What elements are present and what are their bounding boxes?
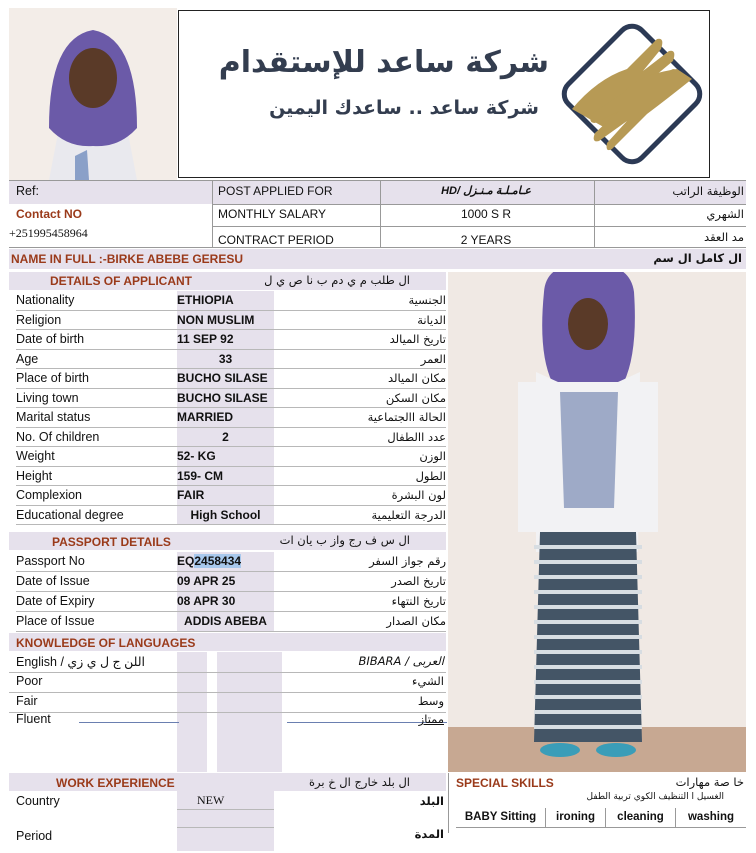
applicant-row-value: MARRIED: [177, 408, 274, 428]
applicant-row-label: Marital status: [16, 408, 177, 428]
applicant-row-ar: الجنسية: [274, 291, 446, 311]
applicant-photo-full: [448, 272, 746, 772]
contract-label: CONTRACT PERIOD: [218, 233, 334, 247]
skill-washing: washing: [676, 808, 746, 828]
languages-section-title: KNOWLEDGE OF LANGUAGES: [16, 636, 196, 650]
applicant-row-label: Date of birth: [16, 330, 177, 350]
company-slogan: شركة ساعد .. ساعدك اليمين: [269, 97, 539, 119]
post-ar: الوظيفة الراتب: [672, 184, 744, 198]
fluent-ar: ممتاز: [418, 712, 444, 726]
applicant-row-label: Educational degree: [16, 506, 177, 526]
post-value: HD/ عـامـلـة مـنـزل: [441, 185, 531, 197]
applicant-row-ar: العمر: [274, 350, 446, 370]
issue-place-label: Place of Issue: [16, 612, 184, 632]
passport-no-prefix: EQ: [177, 554, 195, 568]
applicant-row-ar: مكان الميالد: [274, 369, 446, 389]
post-label: POST APPLIED FOR: [218, 184, 333, 198]
arabic-label: العربى / BIBARA: [358, 654, 444, 668]
applicant-row-label: Place of birth: [16, 369, 177, 389]
applicant-row-ar: مكان السكن: [274, 389, 446, 409]
company-header: [178, 10, 710, 178]
issue-date-value: 09 APR 25: [177, 572, 274, 592]
skills-table: [456, 808, 746, 828]
applicant-section-title-ar: ال طلب م ي دم ب نا ص ي ل: [264, 273, 410, 287]
applicant-section-title: DETAILS OF APPLICANT: [50, 274, 192, 288]
languages-table: [9, 652, 446, 772]
passport-no-ar: رقم جواز السفر: [274, 552, 446, 572]
applicant-row-label: No. Of children: [16, 428, 177, 448]
country-value: NEW: [197, 793, 225, 807]
passport-no-highlight: 2458434: [194, 554, 242, 568]
expiry-date-ar: تاريخ النتهاء: [274, 592, 446, 612]
salary-ar: الشهري: [706, 207, 744, 221]
applicant-row-value: High School: [177, 506, 274, 526]
issue-place-ar: مكان الصدار: [274, 612, 446, 632]
period-ar: المدة: [414, 827, 444, 841]
expiry-date-value: 08 APR 30: [177, 592, 274, 612]
contract-ar: مد العقد: [704, 230, 744, 244]
contact-label: Contact NO: [16, 207, 82, 221]
applicant-row-ar: الديانة: [274, 311, 446, 331]
applicant-row-label: Living town: [16, 389, 177, 409]
applicant-row-ar: الدرجة التعليمية: [274, 506, 446, 526]
applicant-photo-small: [9, 8, 177, 180]
applicant-row-ar: الوزن: [274, 447, 446, 467]
applicant-row-label: Height: [16, 467, 177, 487]
company-name: شركة ساعد للإستقدام: [218, 45, 549, 80]
striped-skirt: [534, 532, 642, 742]
contact-value: +251995458964: [9, 226, 88, 240]
country-ar: البلد: [419, 794, 444, 808]
applicant-row-label: Age: [16, 350, 177, 370]
applicant-row-label: Complexion: [16, 486, 177, 506]
applicant-row-value: NON MUSLIM: [177, 311, 274, 331]
full-name: NAME IN FULL :-BIRKE ABEBE GERESU: [11, 252, 244, 266]
applicant-row-ar: الطول: [274, 467, 446, 487]
ref-label: Ref:: [16, 184, 39, 198]
country-label: Country: [16, 794, 60, 808]
contract-value: 2 YEARS: [460, 233, 512, 247]
salary-value: 1000 S R: [460, 207, 512, 221]
poor-label: Poor: [16, 674, 43, 688]
passport-no-value: [177, 552, 274, 572]
applicant-row-value: 52- KG: [177, 447, 274, 467]
salary-label: MONTHLY SALARY: [218, 207, 327, 221]
experience-table: [9, 791, 446, 851]
skill-baby-sitting: BABY Sitting: [456, 808, 546, 828]
skill-cleaning: cleaning: [606, 808, 676, 828]
skill-ironing: ironing: [546, 808, 606, 828]
issue-date-label: Date of Issue: [16, 572, 184, 592]
applicant-row-label: Nationality: [16, 291, 177, 311]
applicant-row-value: 33: [177, 350, 274, 370]
applicant-row-label: Weight: [16, 447, 177, 467]
issue-place-value: ADDIS ABEBA: [177, 612, 274, 632]
applicant-row-ar: لون البشرة: [274, 486, 446, 506]
applicant-row-ar: تاريخ الميالد: [274, 330, 446, 350]
company-logo-icon: [557, 19, 707, 169]
period-label: Period: [16, 829, 53, 843]
issue-date-ar: تاريخ الصدر: [274, 572, 446, 592]
fair-ar: وسط: [417, 694, 444, 708]
applicant-row-label: Religion: [16, 311, 177, 331]
applicant-row-value: 159- CM: [177, 467, 274, 487]
skills-section-title-ar: خا صة مهارات: [675, 775, 744, 789]
expiry-date-label: Date of Expiry: [16, 592, 184, 612]
passport-section-title: PASSPORT DETAILS: [52, 535, 171, 549]
experience-section-title: WORK EXPERIENCE: [56, 776, 175, 790]
applicant-row-value: BUCHO SILASE: [177, 389, 274, 409]
applicant-row-value: 11 SEP 92: [177, 330, 274, 350]
applicant-row-value: BUCHO SILASE: [177, 369, 274, 389]
poor-ar: الشيء: [412, 674, 444, 688]
passport-section-title-ar: ال س ف رج واز ب يان ات: [279, 533, 410, 547]
applicant-row-value: FAIR: [177, 486, 274, 506]
applicant-row-ar: عدد االطفال: [274, 428, 446, 448]
full-name-ar: ال كامل ال سم: [653, 251, 742, 265]
fluent-label: Fluent: [16, 712, 51, 726]
applicant-portrait-small: [9, 8, 177, 180]
skills-section-title: SPECIAL SKILLS: [456, 776, 554, 790]
experience-section-title-ar: ال بلد خارج ال خ برة: [308, 775, 410, 789]
applicant-row-value: 2: [177, 428, 274, 448]
fair-label: Fair: [16, 694, 38, 708]
english-label: English / اللن ج ل ي زي: [16, 655, 146, 669]
applicant-row-value: ETHIOPIA: [177, 291, 274, 311]
passport-no-label: Passport No: [16, 552, 184, 572]
skills-items-ar: الغسيل ا التنظيف الكوي تربية الطفل: [586, 792, 724, 802]
applicant-row-ar: الحالة االجتماعية: [274, 408, 446, 428]
applicant-portrait-full: [448, 272, 746, 772]
